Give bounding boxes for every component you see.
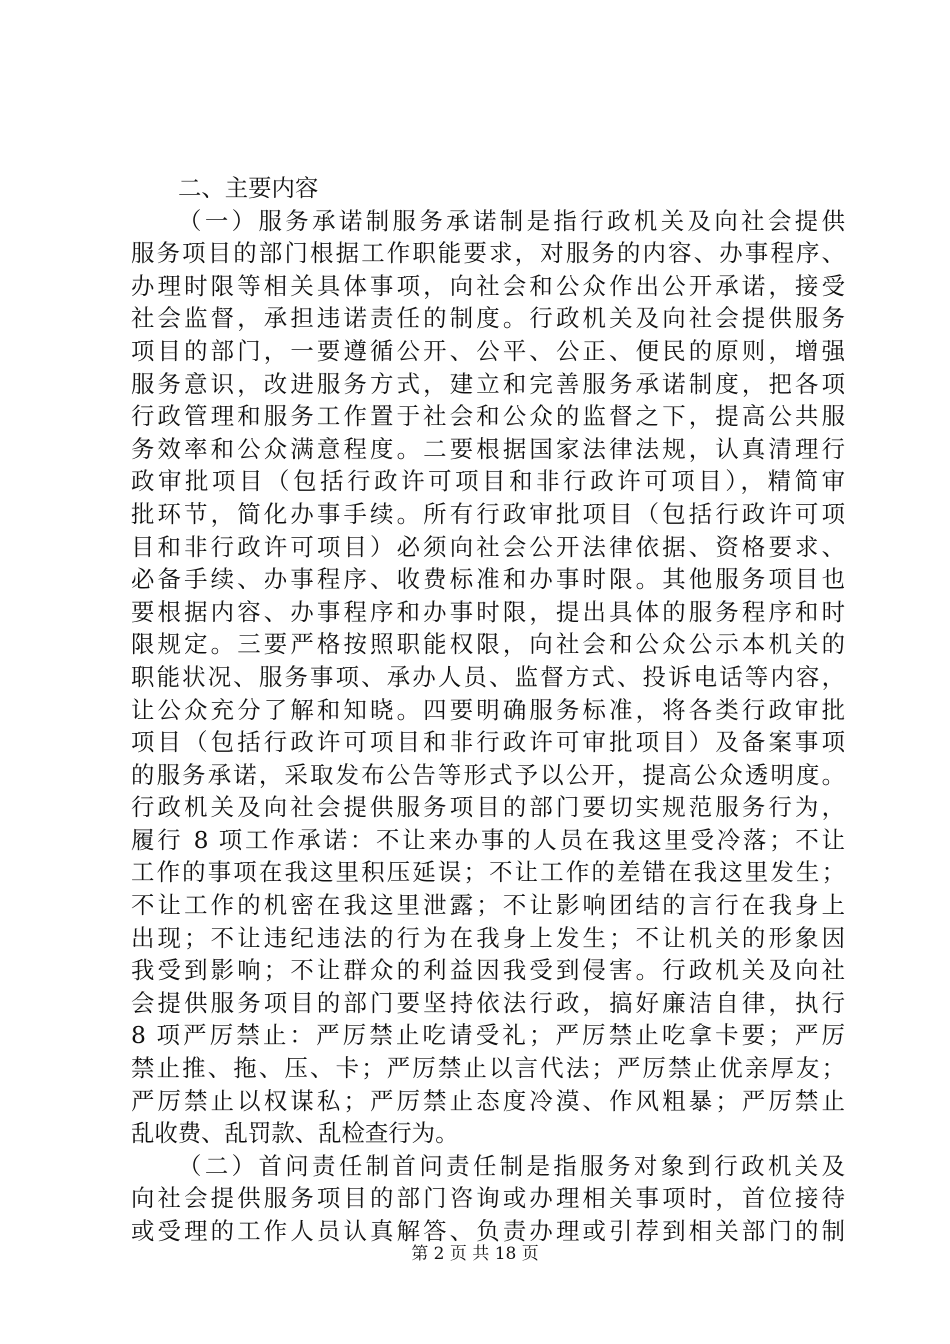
paragraph-2-line: （二）首问责任制首问责任制是指服务对象到行政机关及 xyxy=(178,1151,845,1180)
paragraph-1-line: 禁止推、拖、压、卡；严厉禁止以言代法；严厉禁止优亲厚友； xyxy=(131,1054,845,1083)
paragraph-1-line: 严厉禁止以权谋私；严厉禁止态度冷漠、作风粗暴；严厉禁止 xyxy=(131,1086,845,1115)
paragraph-1-line: 职能状况、服务事项、承办人员、监督方式、投诉电话等内容， xyxy=(131,662,845,691)
paragraph-1-line: 服务意识，改进服务方式，建立和完善服务承诺制度，把各项 xyxy=(131,369,845,398)
paragraph-1-line: （一）服务承诺制服务承诺制是指行政机关及向社会提供 xyxy=(178,206,845,235)
paragraph-1-line: 项目的部门，一要遵循公开、公平、公正、便民的原则，增强 xyxy=(131,336,845,365)
paragraph-1-line: 乱收费、乱罚款、乱检查行为。 xyxy=(131,1119,459,1148)
paragraph-1-line: 批环节，简化办事手续。所有行政审批项目（包括行政许可项 xyxy=(131,499,845,528)
paragraph-1-line: 履行 8 项工作承诺：不让来办事的人员在我这里受冷落；不让 xyxy=(131,825,845,854)
paragraph-1-line: 让公众充分了解和知晓。四要明确服务标准，将各类行政审批 xyxy=(131,695,845,724)
section-heading: 二、主要内容 xyxy=(178,174,319,202)
paragraph-1-line: 社会监督，承担违诺责任的制度。行政机关及向社会提供服务 xyxy=(131,304,845,333)
document-body xyxy=(131,172,845,1248)
paragraph-1-line: 服务项目的部门根据工作职能要求，对服务的内容、办事程序、 xyxy=(131,239,845,268)
paragraph-1-line: 必备手续、办事程序、收费标准和办事时限。其他服务项目也 xyxy=(131,565,845,594)
paragraph-1-line: 我受到影响；不让群众的利益因我受到侵害。行政机关及向社 xyxy=(131,956,845,985)
paragraph-1-line: 会提供服务项目的部门要坚持依法行政，搞好廉洁自律，执行 xyxy=(131,988,845,1017)
paragraph-1-line: 目和非行政许可项目）必须向社会公开法律依据、资格要求、 xyxy=(131,532,845,561)
paragraph-2-line: 或受理的工作人员认真解答、负责办理或引荐到相关部门的制 xyxy=(131,1217,845,1245)
paragraph-1-line: 不让工作的机密在我这里泄露；不让影响团结的言行在我身上 xyxy=(131,891,845,920)
paragraph-1-line: 的服务承诺，采取发布公告等形式予以公开，提高公众透明度。 xyxy=(131,760,845,789)
paragraph-1-line: 限规定。三要严格按照职能权限，向社会和公众公示本机关的 xyxy=(131,630,845,659)
paragraph-1-line: 出现；不让违纪违法的行为在我身上发生；不让机关的形象因 xyxy=(131,923,845,952)
paragraph-1-line: 项目（包括行政许可项目和非行政许可审批项目）及备案事项 xyxy=(131,728,845,757)
paragraph-1-line: 办理时限等相关具体事项，向社会和公众作出公开承诺，接受 xyxy=(131,271,845,300)
paragraph-1-line: 8 项严厉禁止：严厉禁止吃请受礼；严厉禁止吃拿卡要；严厉 xyxy=(131,1021,845,1050)
paragraph-1-line: 行政机关及向社会提供服务项目的部门要切实规范服务行为， xyxy=(131,793,845,822)
paragraph-1-line: 要根据内容、办事程序和办事时限，提出具体的服务程序和时 xyxy=(131,597,845,626)
paragraph-2-line: 向社会提供服务项目的部门咨询或办理相关事项时，首位接待 xyxy=(131,1184,845,1213)
page-number-footer: 第 2 页 共 18 页 xyxy=(411,1244,539,1264)
paragraph-1-line: 政审批项目（包括行政许可项目和非行政许可项目），精简审 xyxy=(131,467,845,496)
paragraph-1-line: 行政管理和服务工作置于社会和公众的监督之下，提高公共服 xyxy=(131,402,845,431)
paragraph-1-line: 务效率和公众满意程度。二要根据国家法律法规，认真清理行 xyxy=(131,434,845,463)
paragraph-1-line: 工作的事项在我这里积压延误；不让工作的差错在我这里发生； xyxy=(131,858,845,887)
